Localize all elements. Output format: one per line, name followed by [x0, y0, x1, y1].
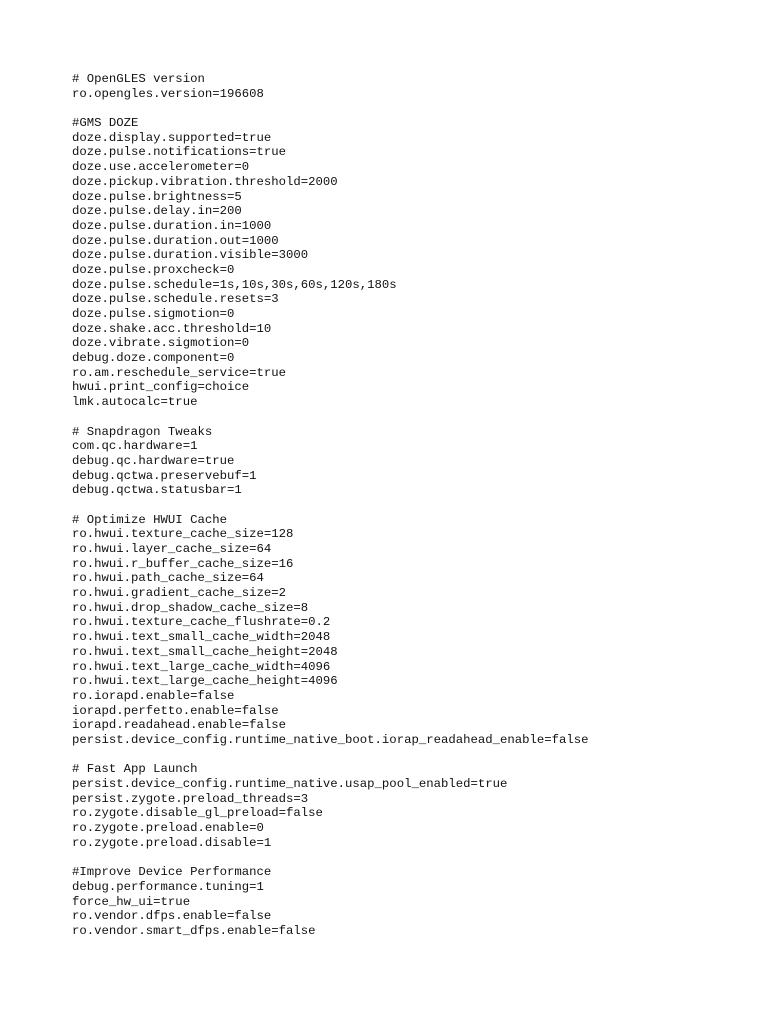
- property-line: debug.performance.tuning=1: [72, 879, 264, 894]
- property-line: doze.pulse.schedule=1s,10s,30s,60s,120s,180s: [72, 277, 397, 292]
- property-line: persist.device_config.runtime_native.usap_pool_enabled=true: [72, 777, 508, 791]
- property-line: ro.am.reschedule_service=true: [72, 365, 287, 380]
- property-line: doze.pulse.delay.in=200: [72, 204, 242, 219]
- property-line: debug.qctwa.preservebuf=1: [72, 468, 257, 483]
- section-comment: # OpenGLES version: [72, 72, 205, 86]
- property-line: doze.shake.acc.threshold=10: [72, 321, 272, 336]
- blank-line: [72, 498, 752, 513]
- property-line: debug.qctwa.statusbar=1: [72, 483, 242, 498]
- property-line: ro.hwui.text_large_cache_width=4096: [72, 659, 331, 674]
- property-line: ro.hwui.drop_shadow_cache_size=8: [72, 600, 309, 615]
- property-line: doze.pulse.schedule.resets=3: [72, 292, 279, 307]
- blank-line: [72, 850, 752, 865]
- property-line: ro.iorapd.enable=false: [72, 688, 235, 703]
- property-line: ro.hwui.text_small_cache_height=2048: [72, 644, 338, 659]
- property-line: doze.pulse.brightness=5: [72, 189, 242, 204]
- property-line: iorapd.readahead.enable=false: [72, 718, 287, 733]
- property-line: ro.vendor.smart_dfps.enable=false: [72, 923, 316, 938]
- config-section: [72, 513, 752, 748]
- property-line: ro.vendor.dfps.enable=false: [72, 909, 272, 924]
- property-line: doze.pickup.vibration.threshold=2000: [72, 174, 338, 189]
- section-comment: #Improve Device Performance: [72, 865, 272, 880]
- blank-line: [72, 101, 752, 116]
- property-line: debug.qc.hardware=true: [72, 453, 235, 468]
- property-line: ro.hwui.texture_cache_size=128: [72, 527, 294, 542]
- property-line: force_hw_ui=true: [72, 894, 191, 909]
- property-line: doze.pulse.duration.in=1000: [72, 218, 272, 233]
- property-line: ro.hwui.r_buffer_cache_size=16: [72, 556, 294, 571]
- property-line: doze.pulse.duration.visible=3000: [72, 248, 309, 263]
- property-line: ro.opengles.version=196608: [72, 86, 264, 101]
- property-line: doze.pulse.duration.out=1000: [72, 233, 279, 248]
- property-line: ro.hwui.layer_cache_size=64: [72, 542, 272, 556]
- property-line: ro.zygote.disable_gl_preload=false: [72, 806, 323, 821]
- property-line: ro.hwui.gradient_cache_size=2: [72, 586, 287, 601]
- property-line: debug.doze.component=0: [72, 351, 235, 366]
- property-line: ro.hwui.path_cache_size=64: [72, 571, 264, 586]
- property-line: persist.zygote.preload_threads=3: [72, 791, 309, 806]
- section-comment: # Optimize HWUI Cache: [72, 512, 227, 527]
- property-line: ro.hwui.text_large_cache_height=4096: [72, 674, 338, 689]
- property-line: doze.pulse.proxcheck=0: [72, 262, 235, 277]
- section-comment: #GMS DOZE: [72, 116, 139, 131]
- property-line: doze.pulse.notifications=true: [72, 145, 287, 160]
- property-line: doze.vibrate.sigmotion=0: [72, 336, 250, 351]
- blank-line: [72, 410, 752, 425]
- property-line: persist.device_config.runtime_native_boot.iorap_readahead_enable=false: [72, 732, 589, 747]
- property-line: ro.hwui.texture_cache_flushrate=0.2: [72, 615, 331, 630]
- property-line: hwui.print_config=choice: [72, 380, 250, 395]
- property-line: ro.hwui.text_small_cache_width=2048: [72, 630, 331, 645]
- section-comment: # Fast App Launch: [72, 762, 198, 777]
- property-line: iorapd.perfetto.enable=false: [72, 703, 279, 718]
- config-section: [72, 865, 752, 938]
- config-section: [72, 762, 752, 850]
- property-line: ro.zygote.preload.disable=1: [72, 835, 272, 850]
- config-text-block: [72, 72, 752, 939]
- property-line: doze.use.accelerometer=0: [72, 160, 250, 175]
- property-line: doze.pulse.sigmotion=0: [72, 307, 235, 321]
- section-comment: # Snapdragon Tweaks: [72, 424, 213, 439]
- property-line: lmk.autocalc=true: [72, 395, 198, 410]
- blank-line: [72, 748, 752, 763]
- property-line: com.qc.hardware=1: [72, 439, 198, 454]
- property-line: ro.zygote.preload.enable=0: [72, 821, 264, 836]
- config-section: [72, 116, 752, 410]
- property-line: doze.display.supported=true: [72, 130, 272, 145]
- config-section: [72, 425, 752, 498]
- config-section: [72, 72, 752, 101]
